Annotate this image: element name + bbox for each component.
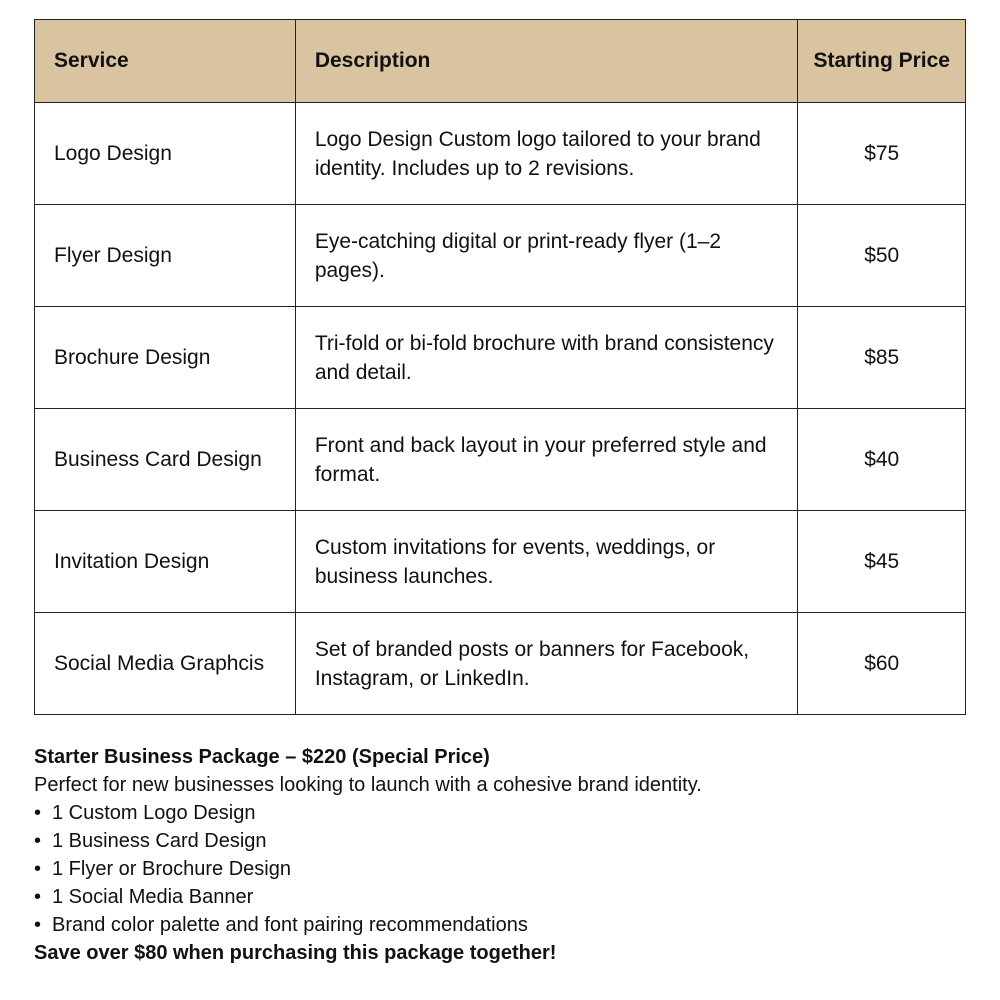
cell-description: Set of branded posts or banners for Facebook, Instagram, or LinkedIn. [295,613,798,715]
package-items-list [34,799,964,939]
package-intro: Perfect for new businesses looking to launch with a cohesive brand identity. [34,774,702,796]
cell-description: Logo Design Custom logo tailored to your brand identity. Includes up to 2 revisions. [295,103,798,205]
cell-service: Logo Design [35,103,296,205]
table-row [35,511,966,613]
cell-description: Eye-catching digital or print-ready flyer (1–2 pages). [295,205,798,307]
cell-description: Front and back layout in your preferred style and format. [295,409,798,511]
table-header-row [35,20,966,103]
cell-price: $75 [798,103,966,205]
cell-description: Custom invitations for events, weddings, or business launches. [295,511,798,613]
table-row [35,409,966,511]
package-savings-note: Save over $80 when purchasing this package together! [34,942,557,964]
cell-description: Tri-fold or bi-fold brochure with brand consistency and detail. [295,307,798,409]
package-title: Starter Business Package – $220 (Special Price) [34,746,490,768]
table-row [35,613,966,715]
cell-service: Business Card Design [35,409,296,511]
cell-service: Invitation Design [35,511,296,613]
list-item: • 1 Custom Logo Design [34,799,964,827]
cell-price: $85 [798,307,966,409]
pricing-table [34,19,966,715]
table-row [35,205,966,307]
cell-price: $50 [798,205,966,307]
list-item: • 1 Business Card Design [34,827,964,855]
table-row [35,103,966,205]
list-item: • Brand color palette and font pairing recommendations [34,911,964,939]
cell-price: $40 [798,409,966,511]
header-starting-price: Starting Price [798,20,966,103]
starter-package-section [34,743,964,967]
table-row [35,307,966,409]
cell-price: $60 [798,613,966,715]
cell-price: $45 [798,511,966,613]
cell-service: Brochure Design [35,307,296,409]
list-item: • 1 Flyer or Brochure Design [34,855,964,883]
list-item: • 1 Social Media Banner [34,883,964,911]
cell-service: Flyer Design [35,205,296,307]
header-service: Service [35,20,296,103]
cell-service: Social Media Graphcis [35,613,296,715]
header-description: Description [295,20,798,103]
